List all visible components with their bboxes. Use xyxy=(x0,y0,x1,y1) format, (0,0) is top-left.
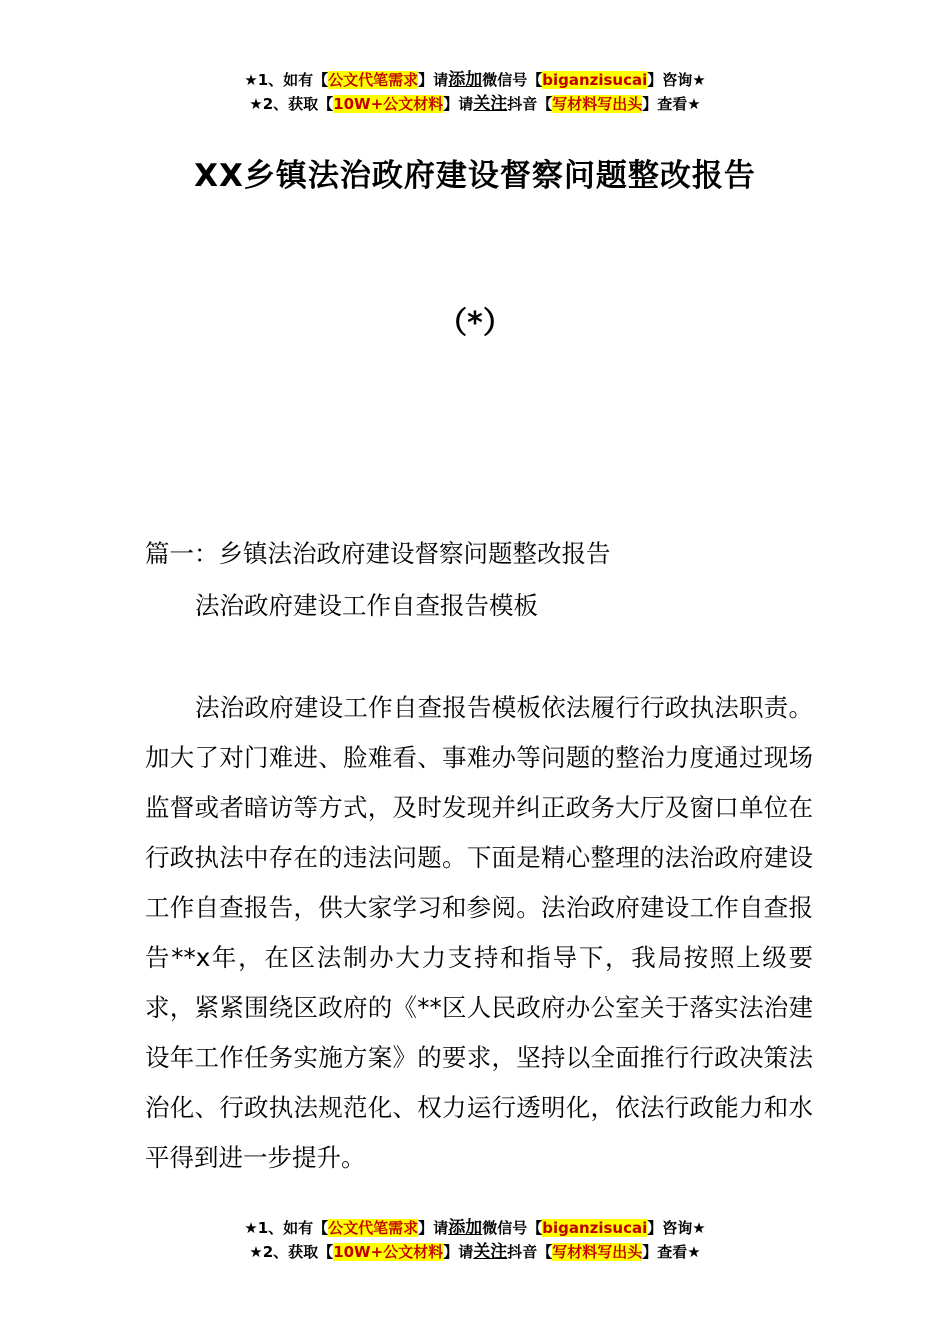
underlined-keyword: 添加 xyxy=(448,70,483,90)
service-highlight: 公文代笔需求 xyxy=(328,1219,419,1237)
wechat-id-highlight: biganzisucai xyxy=(542,71,648,89)
notice-line-2: ★2、获取【10W+公文材料】请关注抖音【写材料写出头】查看★ xyxy=(249,94,701,114)
materials-highlight: 10W+公文材料 xyxy=(333,95,444,113)
notice-line-1: ★1、如有【公文代笔需求】请添加微信号【biganzisucai】咨询★ xyxy=(244,70,706,90)
underlined-keyword: 添加 xyxy=(448,1218,483,1238)
notice-line-2: ★2、获取【10W+公文材料】请关注抖音【写材料写出头】查看★ xyxy=(249,1242,701,1262)
body-paragraph: 法治政府建设工作自查报告模板依法履行行政执法职责。加大了对门难进、脸难看、事难办等问题的整治力度通过现场监督或者暗访等方式，及时发现并纠正政务大厅及窗口单位在行政执法中存在的违法问题。下面是精心整理的法治政府建设工作自查报告，供大家学习和参阅。法治政府建设工作自查报告**x年，在区法制办大力支持和指导下，我局按照上级要求，紧紧围绕区政府的《**区人民政府办公室关于落实法治建设年工作任务实施方案》的要求，坚持以全面推行行政决策法治化、行政执法规范化、权力运行透明化，依法行政能力和水平得到进一步提升。 xyxy=(145,693,813,1172)
underlined-keyword: 关注 xyxy=(473,1242,508,1262)
douyin-id-highlight: 写材料写出头 xyxy=(552,95,643,113)
douyin-id-highlight: 写材料写出头 xyxy=(552,1243,643,1261)
document-title: XX乡镇法治政府建设督察问题整改报告 xyxy=(194,158,756,194)
footer-notice xyxy=(0,1216,950,1264)
service-highlight: 公文代笔需求 xyxy=(328,71,419,89)
header-notice xyxy=(0,68,950,116)
wechat-id-highlight: biganzisucai xyxy=(542,1219,648,1237)
notice-line-1: ★1、如有【公文代笔需求】请添加微信号【biganzisucai】咨询★ xyxy=(244,1218,706,1238)
underlined-keyword: 关注 xyxy=(473,94,508,114)
materials-highlight: 10W+公文材料 xyxy=(333,1243,444,1261)
chapter-heading: 篇一：乡镇法治政府建设督察问题整改报告 xyxy=(145,539,611,568)
section-title: 法治政府建设工作自查报告模板 xyxy=(195,591,538,620)
document-subtitle: （*） xyxy=(437,306,513,341)
